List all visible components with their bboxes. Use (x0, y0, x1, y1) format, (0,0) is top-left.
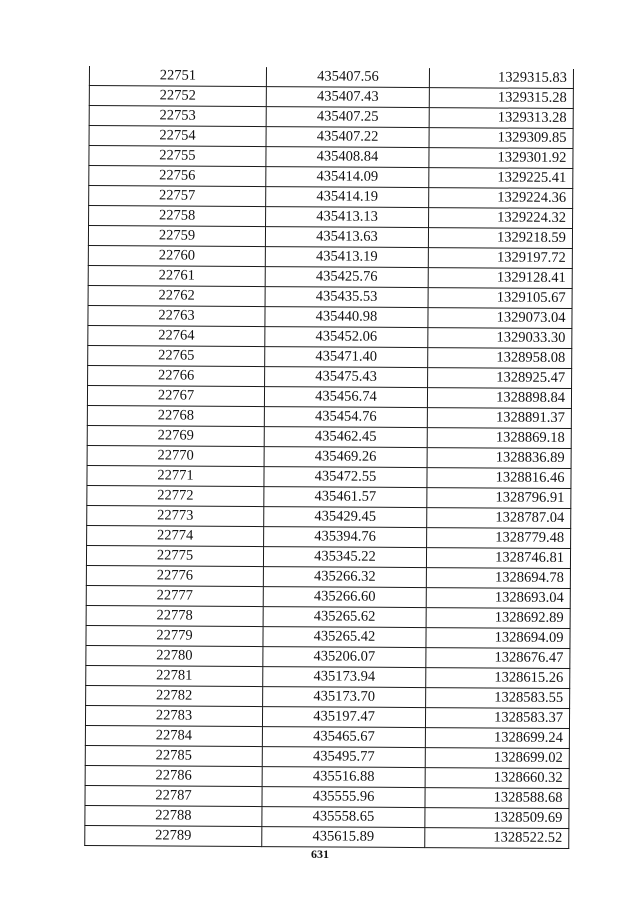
point-id-cell: 22759 (88, 226, 265, 247)
point-id-cell: 22782 (86, 685, 263, 706)
y-coordinate-cell: 1328746.81 (426, 548, 570, 569)
y-coordinate-cell: 1329197.72 (428, 248, 572, 269)
y-coordinate-cell: 1329218.59 (428, 228, 572, 249)
table-row (89, 126, 573, 149)
x-coordinate-cell: 435266.60 (263, 587, 426, 608)
point-id-cell: 22772 (87, 485, 264, 506)
x-coordinate-cell: 435265.42 (263, 627, 426, 648)
table-row (88, 265, 572, 288)
point-id-cell: 22756 (89, 166, 266, 187)
table-row (85, 765, 569, 788)
x-coordinate-cell: 435413.19 (265, 247, 428, 268)
x-coordinate-cell: 435454.76 (264, 407, 427, 428)
table-row (86, 585, 570, 608)
y-coordinate-cell: 1328660.32 (425, 768, 569, 789)
x-coordinate-cell: 435558.65 (262, 807, 425, 828)
x-coordinate-cell: 435407.22 (266, 127, 429, 148)
point-id-cell: 22761 (88, 265, 265, 286)
table-row (89, 106, 573, 129)
x-coordinate-cell: 435206.07 (263, 647, 426, 668)
y-coordinate-cell: 1328694.09 (426, 628, 570, 649)
point-id-cell: 22773 (87, 505, 264, 526)
y-coordinate-cell: 1329033.30 (428, 328, 572, 349)
point-id-cell: 22788 (85, 805, 262, 826)
x-coordinate-cell: 435435.53 (265, 287, 428, 308)
x-coordinate-cell: 435407.43 (266, 87, 429, 108)
point-id-cell: 22778 (86, 605, 263, 626)
point-id-cell: 22758 (89, 206, 266, 227)
point-id-cell: 22757 (89, 186, 266, 207)
table-row (85, 745, 569, 768)
x-coordinate-cell: 435407.56 (266, 67, 429, 87)
x-coordinate-cell: 435615.89 (262, 827, 425, 848)
y-coordinate-cell: 1328583.37 (425, 708, 569, 729)
y-coordinate-cell: 1328692.89 (426, 608, 570, 629)
y-coordinate-cell: 1328693.04 (426, 588, 570, 609)
y-coordinate-cell: 1328816.46 (427, 468, 571, 489)
point-id-cell: 22760 (88, 245, 265, 266)
coordinate-table-body (85, 66, 574, 848)
point-id-cell: 22755 (89, 146, 266, 167)
x-coordinate-cell: 435440.98 (265, 307, 428, 328)
point-id-cell: 22752 (89, 86, 266, 107)
table-row (88, 305, 572, 328)
x-coordinate-cell: 435475.43 (265, 367, 428, 388)
point-id-cell: 22771 (87, 465, 264, 486)
y-coordinate-cell: 1329224.36 (429, 188, 573, 209)
y-coordinate-cell: 1328898.84 (427, 388, 571, 409)
x-coordinate-cell: 435413.63 (265, 227, 428, 248)
x-coordinate-cell: 435414.19 (266, 187, 429, 208)
y-coordinate-cell: 1329315.83 (429, 68, 573, 88)
y-coordinate-cell: 1328958.08 (428, 348, 572, 369)
table-row (87, 445, 571, 468)
table-row (89, 206, 573, 229)
table-row (86, 665, 570, 688)
point-id-cell: 22754 (89, 126, 266, 147)
y-coordinate-cell: 1328522.52 (425, 828, 569, 849)
x-coordinate-cell: 435555.96 (262, 787, 425, 808)
y-coordinate-cell: 1329313.28 (429, 108, 573, 129)
point-id-cell: 22768 (87, 405, 264, 426)
x-coordinate-cell: 435173.94 (263, 667, 426, 688)
point-id-cell: 22786 (85, 765, 262, 786)
y-coordinate-cell: 1328699.24 (425, 728, 569, 749)
table-row (88, 345, 572, 368)
y-coordinate-cell: 1328676.47 (426, 648, 570, 669)
y-coordinate-cell: 1329315.28 (429, 88, 573, 109)
y-coordinate-cell: 1328699.02 (425, 748, 569, 769)
x-coordinate-cell: 435173.70 (263, 687, 426, 708)
point-id-cell: 22783 (85, 705, 262, 726)
point-id-cell: 22753 (89, 106, 266, 127)
x-coordinate-cell: 435407.25 (266, 107, 429, 128)
y-coordinate-cell: 1329225.41 (429, 168, 573, 189)
table-row (88, 325, 572, 348)
x-coordinate-cell: 435471.40 (265, 347, 428, 368)
page-number: 631 (311, 847, 329, 861)
point-id-cell: 22787 (85, 785, 262, 806)
point-id-cell: 22767 (87, 385, 264, 406)
x-coordinate-cell: 435472.55 (264, 467, 427, 488)
x-coordinate-cell: 435265.62 (263, 607, 426, 628)
point-id-cell: 22776 (86, 565, 263, 586)
point-id-cell: 22777 (86, 585, 263, 606)
point-id-cell: 22775 (86, 545, 263, 566)
x-coordinate-cell: 435452.06 (265, 327, 428, 348)
table-row (86, 565, 570, 588)
point-id-cell: 22769 (87, 425, 264, 446)
table-row (89, 146, 573, 169)
point-id-cell: 22779 (86, 625, 263, 646)
x-coordinate-cell: 435345.22 (263, 547, 426, 568)
x-coordinate-cell: 435462.45 (264, 427, 427, 448)
y-coordinate-cell: 1329301.92 (429, 148, 573, 169)
table-row (86, 545, 570, 568)
table-row (85, 825, 569, 848)
x-coordinate-cell: 435456.74 (264, 387, 427, 408)
y-coordinate-cell: 1328891.37 (427, 408, 571, 429)
table-row (87, 385, 571, 408)
x-coordinate-cell: 435408.84 (266, 147, 429, 168)
y-coordinate-cell: 1329128.41 (428, 268, 572, 289)
x-coordinate-cell: 435516.88 (262, 767, 425, 788)
x-coordinate-cell: 435197.47 (262, 707, 425, 728)
table-row (87, 405, 571, 428)
y-coordinate-cell: 1328925.47 (428, 368, 572, 389)
x-coordinate-cell: 435461.57 (264, 487, 427, 508)
point-id-cell: 22774 (87, 525, 264, 546)
table-row (87, 485, 571, 508)
x-coordinate-cell: 435414.09 (266, 167, 429, 188)
y-coordinate-cell: 1328796.91 (427, 488, 571, 509)
y-coordinate-cell: 1328588.68 (425, 788, 569, 809)
table-row (86, 605, 570, 628)
y-coordinate-cell: 1328583.55 (426, 688, 570, 709)
table-row (88, 226, 572, 249)
table-row (85, 785, 569, 808)
x-coordinate-cell: 435465.67 (262, 727, 425, 748)
y-coordinate-cell: 1328509.69 (425, 808, 569, 829)
point-id-cell: 22765 (88, 345, 265, 366)
y-coordinate-cell: 1328615.26 (426, 668, 570, 689)
point-id-cell: 22766 (88, 365, 265, 386)
table-row (85, 705, 569, 728)
table-row (85, 725, 569, 748)
table-row (86, 645, 570, 668)
point-id-cell: 22762 (88, 285, 265, 306)
point-id-cell: 22789 (85, 825, 262, 846)
y-coordinate-cell: 1328779.48 (427, 528, 571, 549)
x-coordinate-cell: 435495.77 (262, 747, 425, 768)
table-row (87, 505, 571, 528)
x-coordinate-cell: 435413.13 (266, 207, 429, 228)
table-row (87, 465, 571, 488)
point-id-cell: 22781 (86, 665, 263, 686)
point-id-cell: 22763 (88, 305, 265, 326)
table-row (87, 425, 571, 448)
table-row (86, 685, 570, 708)
y-coordinate-cell: 1329105.67 (428, 288, 572, 309)
point-id-cell: 22785 (85, 745, 262, 766)
table-row (86, 625, 570, 648)
x-coordinate-cell: 435394.76 (264, 527, 427, 548)
table-row (85, 805, 569, 828)
table-row (89, 186, 573, 209)
point-id-cell: 22784 (85, 725, 262, 746)
table-row (88, 285, 572, 308)
y-coordinate-cell: 1329224.32 (429, 208, 573, 229)
y-coordinate-cell: 1329309.85 (429, 128, 573, 149)
table-row (88, 365, 572, 388)
x-coordinate-cell: 435429.45 (264, 507, 427, 528)
coordinate-table (84, 66, 574, 849)
table-row (88, 245, 572, 268)
table-row (89, 66, 573, 88)
point-id-cell: 22770 (87, 445, 264, 466)
point-id-cell: 22764 (88, 325, 265, 346)
x-coordinate-cell: 435266.32 (263, 567, 426, 588)
point-id-cell: 22780 (86, 645, 263, 666)
x-coordinate-cell: 435469.26 (264, 447, 427, 468)
y-coordinate-cell: 1328694.78 (426, 568, 570, 589)
y-coordinate-cell: 1328836.89 (427, 448, 571, 469)
table-row (89, 86, 573, 109)
y-coordinate-cell: 1328869.18 (427, 428, 571, 449)
table-row (89, 166, 573, 189)
y-coordinate-cell: 1329073.04 (428, 308, 572, 329)
table-row (87, 525, 571, 548)
y-coordinate-cell: 1328787.04 (427, 508, 571, 529)
x-coordinate-cell: 435425.76 (265, 267, 428, 288)
point-id-cell: 22751 (89, 66, 266, 87)
